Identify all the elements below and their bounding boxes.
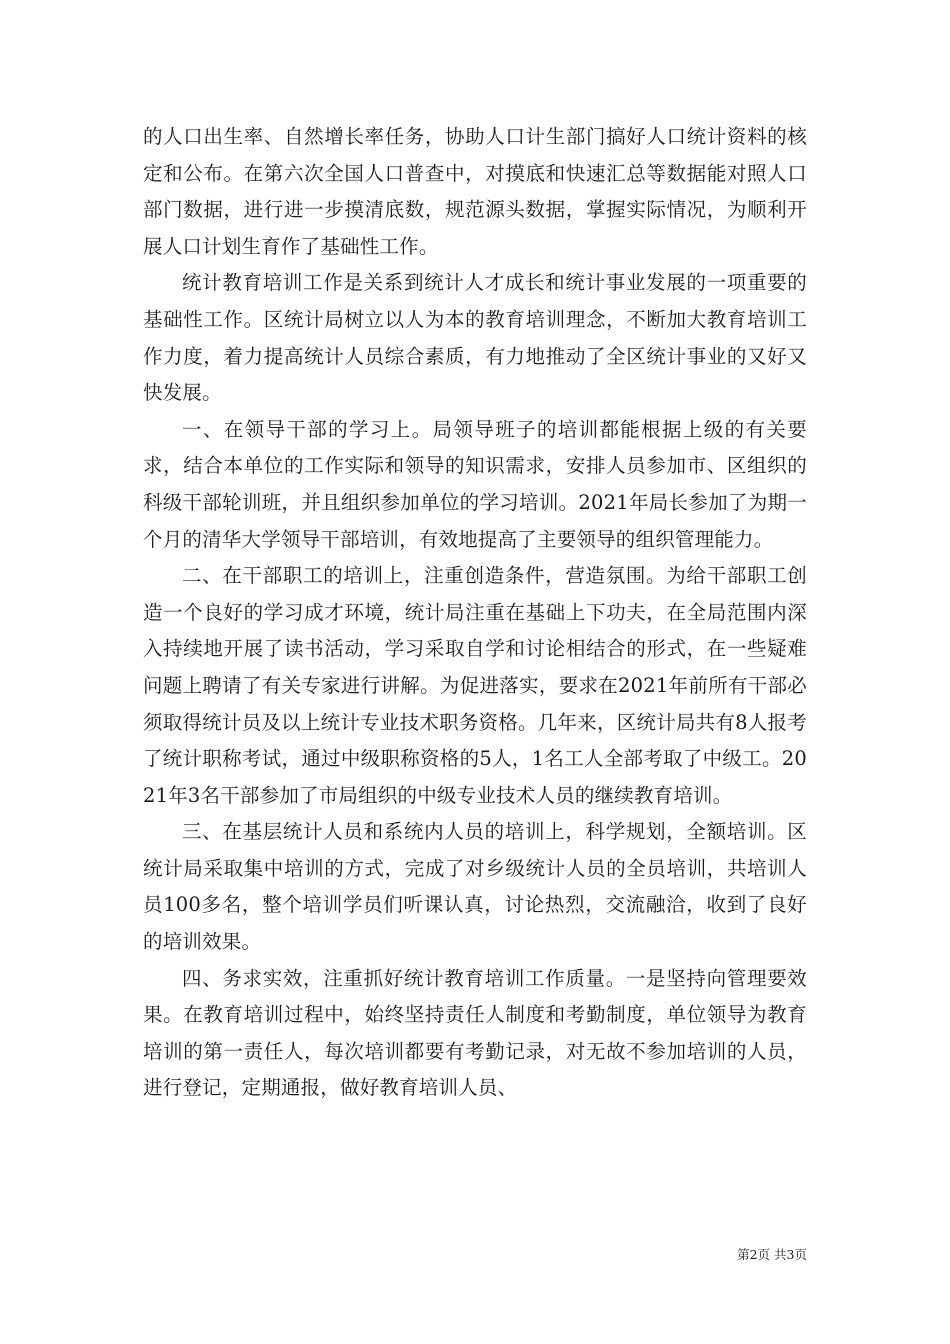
paragraph-point-4: 四、务求实效，注重抓好统计教育培训工作质量。一是坚持向管理要效果。在教育培训过程中，始终坚持责任人制度和考勤制度，单位领导为教育培训的第一责任人，每次培训都要有考勤记录，对无故不参加培训的人员，进行登记，定期通报，做好教育培训人员、 [143, 966, 807, 1100]
paragraph-point-2: 二、在干部职工的培训上，注重创造条件，营造氛围。为给干部职工创造一个良好的学习成才环境，统计局注重在基础上下功夫，在全局范围内深入持续地开展了读书活动，学习采取自学和讨论相结合的形式，在一些疑难问题上聘请了有关专家进行讲解。为促进落实，要求在2021年前所有干部必须取得统计员及以上统计专业技术职务资格。几年来，区统计局共有8人报考了统计职称考试，通过中级职称资格的5人，1名工人全部考取了中级工。2021年3名干部参加了市局组织的中级专业技术人员的继续教育培训。 [143, 564, 807, 807]
paragraph-point-1: 一、在领导干部的学习上。局领导班子的培训都能根据上级的有关要求，结合本单位的工作实际和领导的知识需求，安排人员参加市、区组织的科级干部轮训班，并且组织参加单位的学习培训。2021年局长参加了为期一个月的清华大学领导干部培训，有效地提高了主要领导的组织管理能力。 [143, 417, 807, 551]
body-text [143, 119, 807, 1107]
paragraph-intro: 统计教育培训工作是关系到统计人才成长和统计事业发展的一项重要的基础性工作。区统计局树立以人为本的教育培训理念，不断加大教育培训工作力度，着力提高统计人员综合素质，有力地推动了全区统计事业的又好又快发展。 [143, 271, 807, 405]
paragraph-continuation: 的人口出生率、自然增长率任务，协助人口计生部门搞好人口统计资料的核定和公布。在第六次全国人口普查中，对摸底和快速汇总等数据能对照人口部门数据，进行进一步摸清底数，规范源头数据，掌握实际情况，为顺利开展人口计划生育作了基础性工作。 [143, 125, 807, 258]
page-number-footer: 第2页 共3页 [737, 1247, 807, 1262]
paragraph-point-3: 三、在基层统计人员和系统内人员的培训上，科学规划，全额培训。区统计局采取集中培训的方式，完成了对乡级统计人员的全员培训，共培训人员100多名，整个培训学员们听课认真，讨论热烈，交流融洽，收到了良好的培训效果。 [143, 820, 807, 954]
